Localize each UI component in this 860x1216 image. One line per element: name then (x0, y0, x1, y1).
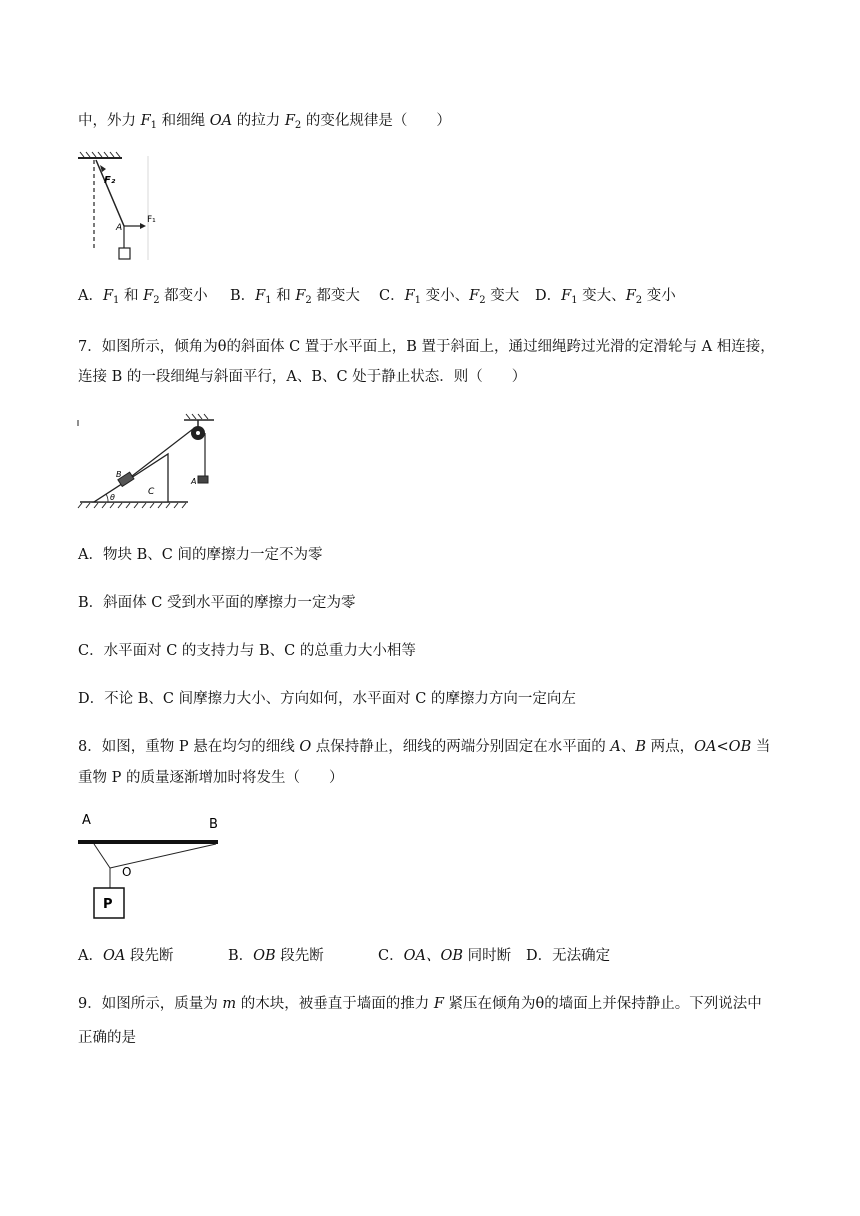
q7-stem-line1: 7．如图所示，倾角为θ的斜面体 C 置于水平面上，B 置于斜面上，通过细绳跨过光滑的定滑轮与 A 相连接， (78, 339, 775, 355)
label-a: A (82, 813, 91, 828)
label-theta: θ (110, 493, 115, 502)
q8-figure (78, 812, 228, 922)
q8-option-c: C．OA、OB 同时断 (378, 948, 512, 964)
q8-stem-line2: 重物 P 的质量逐渐增加时将发生（ ） (78, 770, 344, 786)
q8-option-d: D．无法确定 (526, 948, 611, 964)
q7-option-b: B．斜面体 C 受到水平面的摩擦力一定为零 (78, 595, 356, 611)
q6-option-c: C．$F_1$ 变小、$F_2$ 变大 (379, 288, 520, 306)
q6-option-b: B．$F_1$ 和 $F_2$ 都变大 (230, 288, 360, 306)
q6-stem: 中，外力 $F_1$ 和细绳 OA 的拉力 $F_2$ 的变化规律是（ ） (78, 113, 451, 131)
block-a (198, 476, 208, 483)
q7-stem-line2: 连接 B 的一段细绳与斜面平行，A、B、C 处于静止状态．则（ ） (78, 369, 527, 385)
weight-block (119, 248, 130, 259)
q7-option-a: A．物块 B、C 间的摩擦力一定不为零 (78, 547, 323, 563)
q7-option-d: D．不论 B、C 间摩擦力大小、方向如何，水平面对 C 的摩擦力方向一定向左 (78, 691, 576, 707)
q9-stem-line1: 9．如图所示，质量为 m 的木块，被垂直于墙面的推力 F 紧压在倾角为θ的墙面上并保持静止。下列说法中 (78, 996, 762, 1012)
q8-stem-line1: 8．如图，重物 P 悬在均匀的细线 O 点保持静止，细线的两端分别固定在水平面的 A、B 两点，OA<OB 当 (78, 739, 771, 755)
label-b: B (209, 817, 218, 832)
q6-option-a: A．$F_1$ 和 $F_2$ 都变小 (78, 288, 208, 306)
q6-figure (76, 152, 156, 262)
label-F2: F₂ (104, 175, 116, 186)
q9-stem-line2: 正确的是 (78, 1030, 136, 1046)
label-A: A (116, 223, 123, 233)
q7-figure (76, 414, 226, 514)
label-F1: F₁ (147, 215, 156, 225)
q8-option-a: A．OA 段先断 (78, 948, 174, 964)
label-a: A (191, 477, 197, 486)
label-p: P (103, 897, 113, 912)
label-c: C (148, 487, 155, 497)
label-o: O (122, 865, 132, 879)
label-b: B (116, 470, 122, 479)
q8-option-b: B．OB 段先断 (228, 948, 324, 964)
ceiling-bar (78, 840, 218, 844)
q6-option-d: D．$F_1$ 变大、$F_2$ 变小 (535, 288, 676, 306)
q7-option-c: C．水平面对 C 的支持力与 B、C 的总重力大小相等 (78, 643, 416, 659)
